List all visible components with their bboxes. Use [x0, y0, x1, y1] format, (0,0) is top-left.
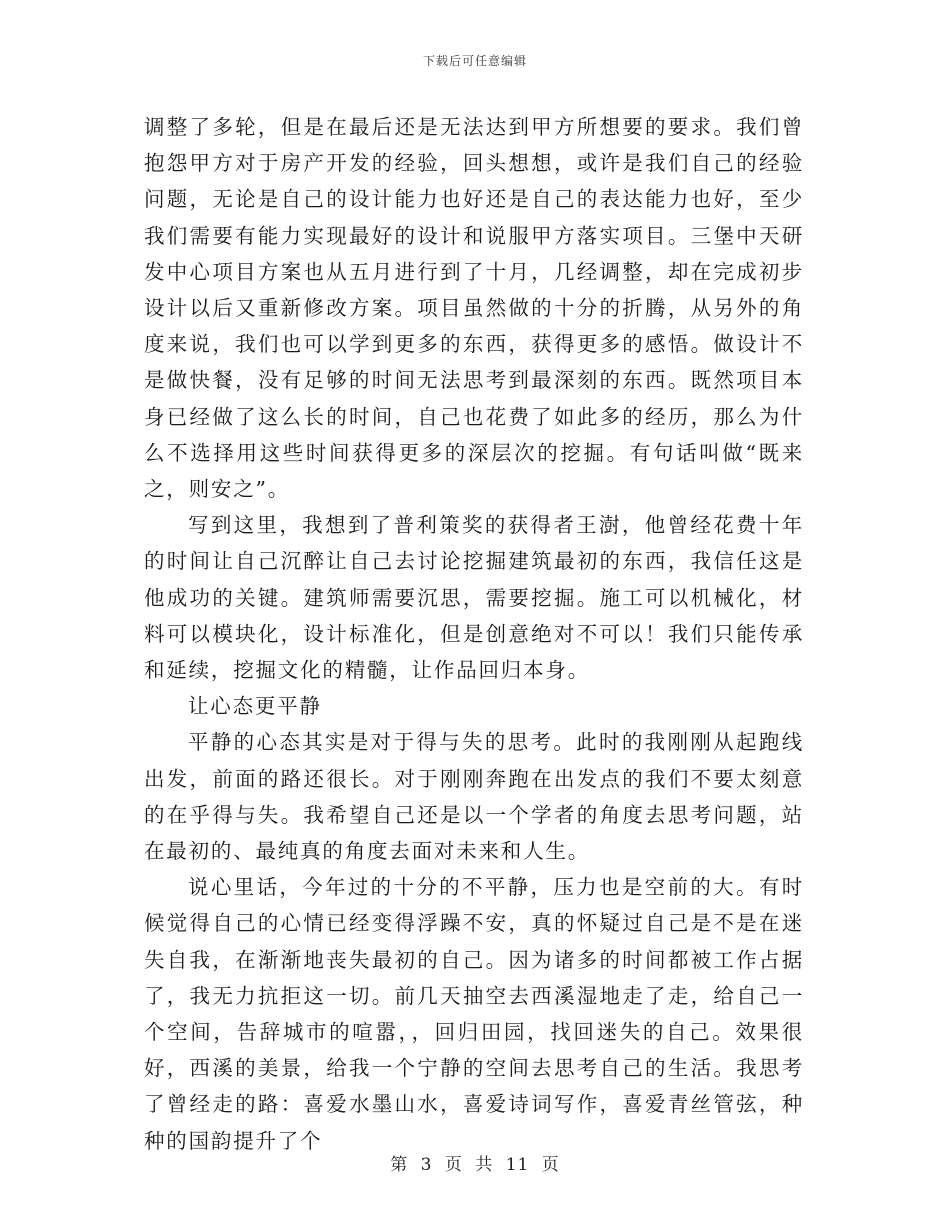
paragraph-4: 说心里话，今年过的十分的不平静，压力也是空前的大。有时候觉得自己的心情已经变得浮躁不安，真的怀疑过自己是不是在迷失自我，在渐渐地丧失最初的自己。因为诸多的时间都被工作占据了，我无力抗拒这一切。前几天抽空去西溪湿地走了走，给自己一个空间，告辞城市的喧嚣，，回归田园，找回迷失的自己。效果很好，西溪的美景，给我一个宁静的空间去思考自己的生活。我思考了曾经走的路：喜爱水墨山水，喜爱诗词写作，喜爱青丝管弦，种种的国韵提升了个 — [144, 875, 804, 1153]
document-body — [144, 109, 804, 1159]
paragraph-1: 调整了多轮，但是在最后还是无法达到甲方所想要的要求。我们曾抱怨甲方对于房产开发的经验，回头想想，或许是我们自己的经验问题，无论是自己的设计能力也好还是自己的表达能力也好，至少我们需要有能力实现最好的设计和说服甲方落实项目。三堡中天研发中心项目方案也从五月进行到了十月，几经调整，却在完成初步设计以后又重新修改方案。项目虽然做的十分的折腾，从另外的角度来说，我们也可以学到更多的东西，获得更多的感悟。做设计不是做快餐，没有足够的时间无法思考到最深刻的东西。既然项目本身已经做了这么长的时间，自己也花费了如此多的经历，那么为什么不选择用这些时间获得更多的深层次的挖掘。有句话叫做“既来之，则安之”。 — [144, 115, 804, 502]
paragraph-2: 写到这里，我想到了普利策奖的获得者王澍，他曾经花费十年的时间让自己沉醉让自己去讨论挖掘建筑最初的东西，我信任这是他成功的关键。建筑师需要沉思，需要挖掘。施工可以机械化，材料可以模块化，设计标准化，但是创意绝对不可以！我们只能传承和延续，挖掘文化的精髓，让作品回归本身。 — [144, 513, 804, 683]
page-header: 下载后可任意编辑 — [422, 54, 527, 68]
page-footer: 第 3 页 共 11 页 — [390, 1155, 560, 1175]
section-heading: 让心态更平静 — [188, 694, 322, 719]
paragraph-3: 平静的心态其实是对于得与失的思考。此时的我刚刚从起跑线出发，前面的路还很长。对于刚刚奔跑在出发点的我们不要太刻意的在乎得与失。我希望自己还是以一个学者的角度去思考问题，站在最初的、最纯真的角度去面对未来和人生。 — [144, 730, 804, 864]
